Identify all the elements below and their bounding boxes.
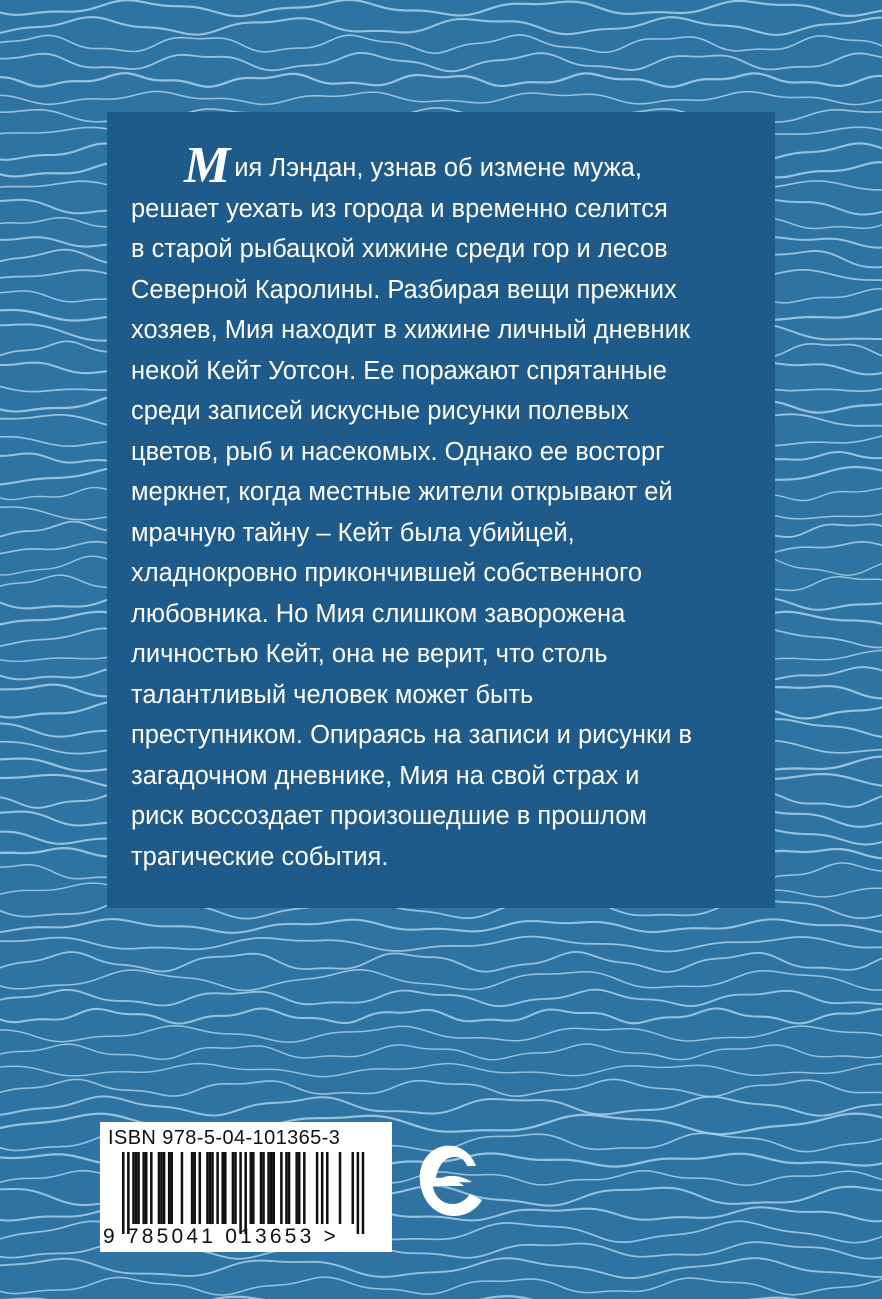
barcode-bar — [295, 1152, 298, 1224]
blurb-line-text: ия Лэндан, узнав об измене мужа, — [234, 154, 642, 182]
blurb-line-11: хладнокровно прикончившей собственного — [131, 559, 643, 587]
barcode-bar — [191, 1152, 194, 1224]
barcode-bar — [285, 1152, 288, 1224]
blurb-line-10: мрачную тайну – Кейт была убийцей, — [131, 518, 575, 547]
barcode-bar — [221, 1152, 224, 1224]
barcode-bar — [288, 1152, 291, 1224]
isbn-label: ISBN 978-5-04-101365-3 — [108, 1127, 341, 1149]
wave-line — [0, 17, 882, 35]
barcode-bar — [150, 1152, 153, 1224]
barcode-bar — [298, 1152, 301, 1224]
barcode-bar — [163, 1152, 166, 1224]
barcode-bar — [209, 1152, 212, 1224]
barcode-bar — [127, 1152, 130, 1234]
barcode-bar — [122, 1152, 125, 1234]
barcode-bar — [270, 1152, 273, 1224]
barcode-bar — [244, 1152, 247, 1234]
barcode-bar — [142, 1152, 145, 1224]
barcode-bar — [199, 1152, 202, 1224]
barcode-bar — [250, 1152, 253, 1224]
barcode-bar — [224, 1152, 227, 1224]
eksmo-e-logo-icon — [412, 1134, 492, 1234]
barcode-bar — [272, 1152, 275, 1224]
blurb-line-9: меркнет, когда местные жители открывают ей — [131, 478, 673, 506]
wave-line — [0, 1096, 882, 1115]
drop-cap-letter: М — [184, 137, 231, 194]
wave-line — [0, 1064, 882, 1077]
blurb-line-18: трагические события. — [131, 842, 389, 871]
barcode-bar — [252, 1152, 255, 1224]
barcode-bar — [352, 1152, 355, 1224]
barcode-bar — [303, 1152, 306, 1224]
barcode-bar — [145, 1152, 148, 1224]
barcode-bar — [316, 1152, 319, 1224]
barcode-bar — [262, 1152, 265, 1224]
barcode-bar — [135, 1152, 138, 1224]
barcode-bar — [170, 1152, 173, 1224]
blurb-line-5: хозяев, Мия находит в хижине личный дневник — [131, 316, 690, 344]
barcode-bar — [168, 1152, 171, 1224]
barcode-bar — [216, 1152, 219, 1224]
blurb-line-1 — [131, 137, 747, 194]
blurb-line-16: загадочном дневнике, Мия на свой страх и — [131, 761, 640, 790]
wave-line — [0, 1277, 882, 1295]
blurb-line-7: среди записей искусные рисунки полевых — [131, 397, 629, 425]
barcode-bar — [132, 1152, 135, 1224]
barcode-bar — [232, 1152, 235, 1224]
barcode-bar — [357, 1152, 360, 1234]
barcode-bar — [362, 1152, 365, 1234]
wave-line — [0, 1079, 882, 1096]
wave-line — [0, 1026, 882, 1042]
wave-line — [0, 0, 882, 16]
wave-line — [0, 937, 882, 952]
barcode-bar — [211, 1152, 214, 1224]
blurb-line-2: решает уехать из города и временно селится — [131, 194, 668, 223]
wave-line — [0, 35, 882, 53]
wave-line — [0, 952, 882, 972]
isbn-barcode-block — [100, 1122, 392, 1252]
blurb-line-13: личностью Кейт, она не верит, что столь — [131, 640, 608, 668]
wave-line — [0, 91, 882, 104]
blurb-line-15: преступником. Опираясь на записи и рисунки в — [131, 721, 692, 749]
barcode-bar — [326, 1152, 329, 1224]
blurb-line-6: некой Кейт Уотсон. Ее поражают спрятанные — [131, 356, 667, 385]
blurb-line-4: Северной Каролины. Разбирая вещи прежних — [131, 275, 677, 304]
blurb-line-14: талантливый человек может быть — [131, 680, 534, 709]
barcode-bar — [239, 1152, 242, 1234]
book-blurb — [131, 137, 747, 877]
barcode-bar — [280, 1152, 283, 1224]
wave-line — [0, 53, 882, 72]
wave-line — [0, 1258, 882, 1278]
barcode-bar — [234, 1152, 237, 1224]
wave-line — [0, 73, 882, 87]
barcode-bar — [181, 1152, 184, 1224]
barcode-bar — [206, 1152, 209, 1224]
blurb-line-12: любовника. Но Мия слишком заворожена — [131, 599, 626, 628]
blurb-line-3: в старой рыбацкой хижине среди гор и лесов — [131, 235, 668, 263]
blurb-line-17: риск воссоздает произошедшие в прошлом — [131, 802, 647, 830]
barcode-bar — [193, 1152, 196, 1224]
wave-line — [0, 1008, 882, 1023]
wave-line — [0, 919, 882, 933]
barcode-bar — [321, 1152, 324, 1224]
barcode-bar — [137, 1152, 140, 1224]
wave-line — [0, 1044, 882, 1060]
wave-line — [0, 990, 882, 1007]
barcode-bar — [260, 1152, 263, 1224]
blurb-line-8: цветов, рыб и насекомых. Однако ее восторг — [131, 437, 665, 466]
barcode-bar — [267, 1152, 270, 1224]
blurb-panel — [107, 112, 775, 908]
barcode-digits: 9 785041 013653 > — [103, 1225, 339, 1248]
barcode-bar — [158, 1152, 161, 1224]
barcode-bar — [339, 1152, 342, 1224]
barcode-bar — [160, 1152, 163, 1224]
wave-line — [0, 970, 882, 991]
